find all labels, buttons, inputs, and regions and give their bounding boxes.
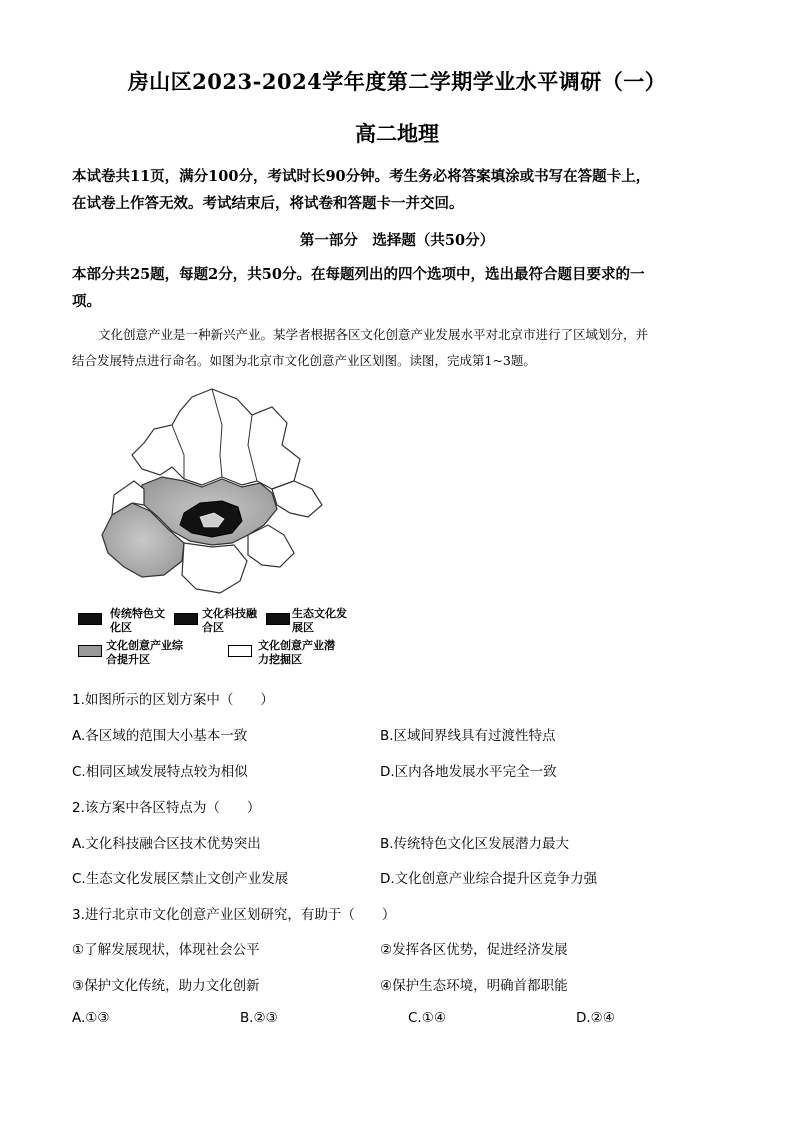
instructions — [72, 163, 722, 217]
question-2-option-b[interactable]: B.传统特色文化区发展潜力最大 — [380, 836, 570, 852]
question-1-stem: 1.如图所示的区划方案中（ ） — [72, 692, 274, 708]
question-3-statement-4: ④保护生态环境，明确首都职能 — [380, 978, 568, 994]
section-title: 第一部分 选择题（共50分） — [299, 232, 495, 249]
south-district — [182, 543, 247, 593]
legend-swatch-eco — [266, 613, 290, 625]
legend-label-tech: 文化科技融合区 — [202, 607, 257, 634]
section-description — [72, 261, 722, 315]
district-map — [72, 385, 362, 605]
question-3-option-a[interactable]: A.①③ — [72, 1010, 110, 1026]
question-3-statement-3: ③保护文化传统，助力文化创新 — [72, 978, 260, 994]
east-district — [272, 481, 322, 517]
legend-label-potential: 文化创意产业潜力挖掘区 — [258, 639, 335, 666]
legend-swatch-tech — [174, 613, 198, 625]
question-2-option-a[interactable]: A.文化科技融合区技术优势突出 — [72, 836, 261, 852]
instructions-line: 在试卷上作答无效。考试结束后，将试卷和答题卡一并交回。 — [72, 195, 464, 212]
legend-swatch-traditional — [78, 613, 102, 625]
beijing-culture-map — [72, 385, 362, 675]
question-1-option-a[interactable]: A.各区域的范围大小基本一致 — [72, 728, 248, 744]
question-1-option-b[interactable]: B.区域间界线具有过渡性特点 — [380, 728, 556, 744]
legend-label-eco: 生态文化发展区 — [292, 607, 347, 634]
intro-line: 结合发展特点进行命名。如图为北京市文化创意产业区划图。读图，完成第1~3题。 — [72, 353, 536, 368]
question-1-option-d[interactable]: D.区内各地发展水平完全一致 — [380, 764, 557, 780]
legend-label-traditional: 传统特色文化区 — [110, 607, 165, 634]
question-3-option-b[interactable]: B.②③ — [240, 1010, 278, 1026]
intro-paragraph — [72, 322, 722, 374]
question-3-option-c[interactable]: C.①④ — [408, 1010, 446, 1026]
exam-title: 房山区2023-2024学年度第二学期学业水平调研（一） — [127, 69, 667, 94]
question-3-option-d[interactable]: D.②④ — [576, 1010, 615, 1026]
intro-line: 文化创意产业是一种新兴产业。某学者根据各区文化创意产业发展水平对北京市进行了区域划分，并 — [98, 327, 649, 342]
instructions-line: 本试卷共11页，满分100分，考试时长90分钟。考生务必将答案填涂或书写在答题卡上， — [72, 168, 651, 185]
question-2-stem: 2.该方案中各区特点为（ ） — [72, 800, 261, 816]
question-3-statement-1: ①了解发展现状，体现社会公平 — [72, 942, 260, 958]
question-3-statement-2: ②发挥各区优势，促进经济发展 — [380, 942, 568, 958]
question-3-stem: 3.进行北京市文化创意产业区划研究，有助于（ ） — [72, 907, 396, 923]
subject-title: 高二地理 — [355, 121, 439, 146]
question-1-option-c[interactable]: C.相同区域发展特点较为相似 — [72, 764, 248, 780]
legend-label-comprehensive: 文化创意产业综合提升区 — [106, 639, 183, 666]
legend-swatch-potential — [228, 645, 252, 657]
southeast-district — [248, 525, 294, 567]
section-description-line: 本部分共25题，每题2分，共50分。在每题列出的四个选项中，选出最符合题目要求的一 — [72, 266, 645, 283]
question-2-option-d[interactable]: D.文化创意产业综合提升区竞争力强 — [380, 871, 598, 887]
section-description-line: 项。 — [72, 293, 101, 310]
question-2-option-c[interactable]: C.生态文化发展区禁止文创产业发展 — [72, 871, 289, 887]
legend-swatch-comprehensive — [78, 645, 102, 657]
